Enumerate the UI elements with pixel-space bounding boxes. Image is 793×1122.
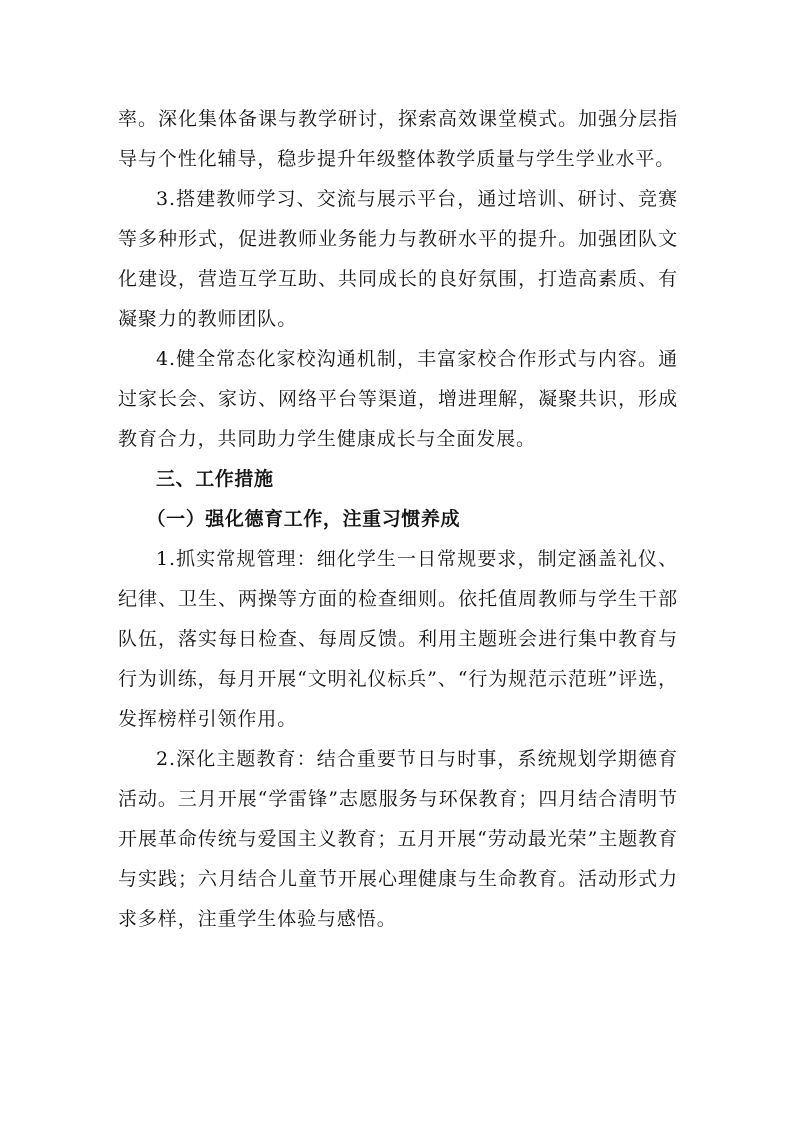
subsection-heading: （一）强化德育工作，注重习惯养成 [146, 508, 461, 530]
section-heading: 三、工作措施 [156, 468, 274, 490]
document-body [118, 99, 678, 939]
paragraph-continued: 率。深化集体备课与教学研讨，探索高效课堂模式。加强分层指导与个性化辅导，稳步提升年级整体教学质量与学生学业水平。 [118, 108, 678, 170]
measure-item-1: 1.抓实常规管理：细化学生一日常规要求，制定涵盖礼仪、纪律、卫生、两操等方面的检查细则。依托值周教师与学生干部队伍，落实每日检查、每周反馈。利用主题班会进行集中教育与行为训练，每月开展“文明礼仪标兵”、“行为规范示范班”评选，发挥榜样引领作用。 [118, 548, 678, 730]
goal-item-3: 3.搭建教师学习、交流与展示平台，通过培训、研讨、竞赛等多种形式，促进教师业务能力与教研水平的提升。加强团队文化建设，营造互学互助、共同成长的良好氛围，打造高素质、有凝聚力的教师团队。 [118, 188, 678, 330]
goal-item-4: 4.健全常态化家校沟通机制，丰富家校合作形式与内容。通过家长会、家访、网络平台等渠道，增进理解，凝聚共识，形成教育合力，共同助力学生健康成长与全面发展。 [118, 348, 678, 450]
measure-item-2: 2.深化主题教育：结合重要节日与时事，系统规划学期德育活动。三月开展“学雷锋”志愿服务与环保教育；四月结合清明节开展革命传统与爱国主义教育；五月开展“劳动最光荣”主题教育与实践；六月结合儿童节开展心理健康与生命教育。活动形式力求多样，注重学生体验与感悟。 [118, 748, 678, 930]
